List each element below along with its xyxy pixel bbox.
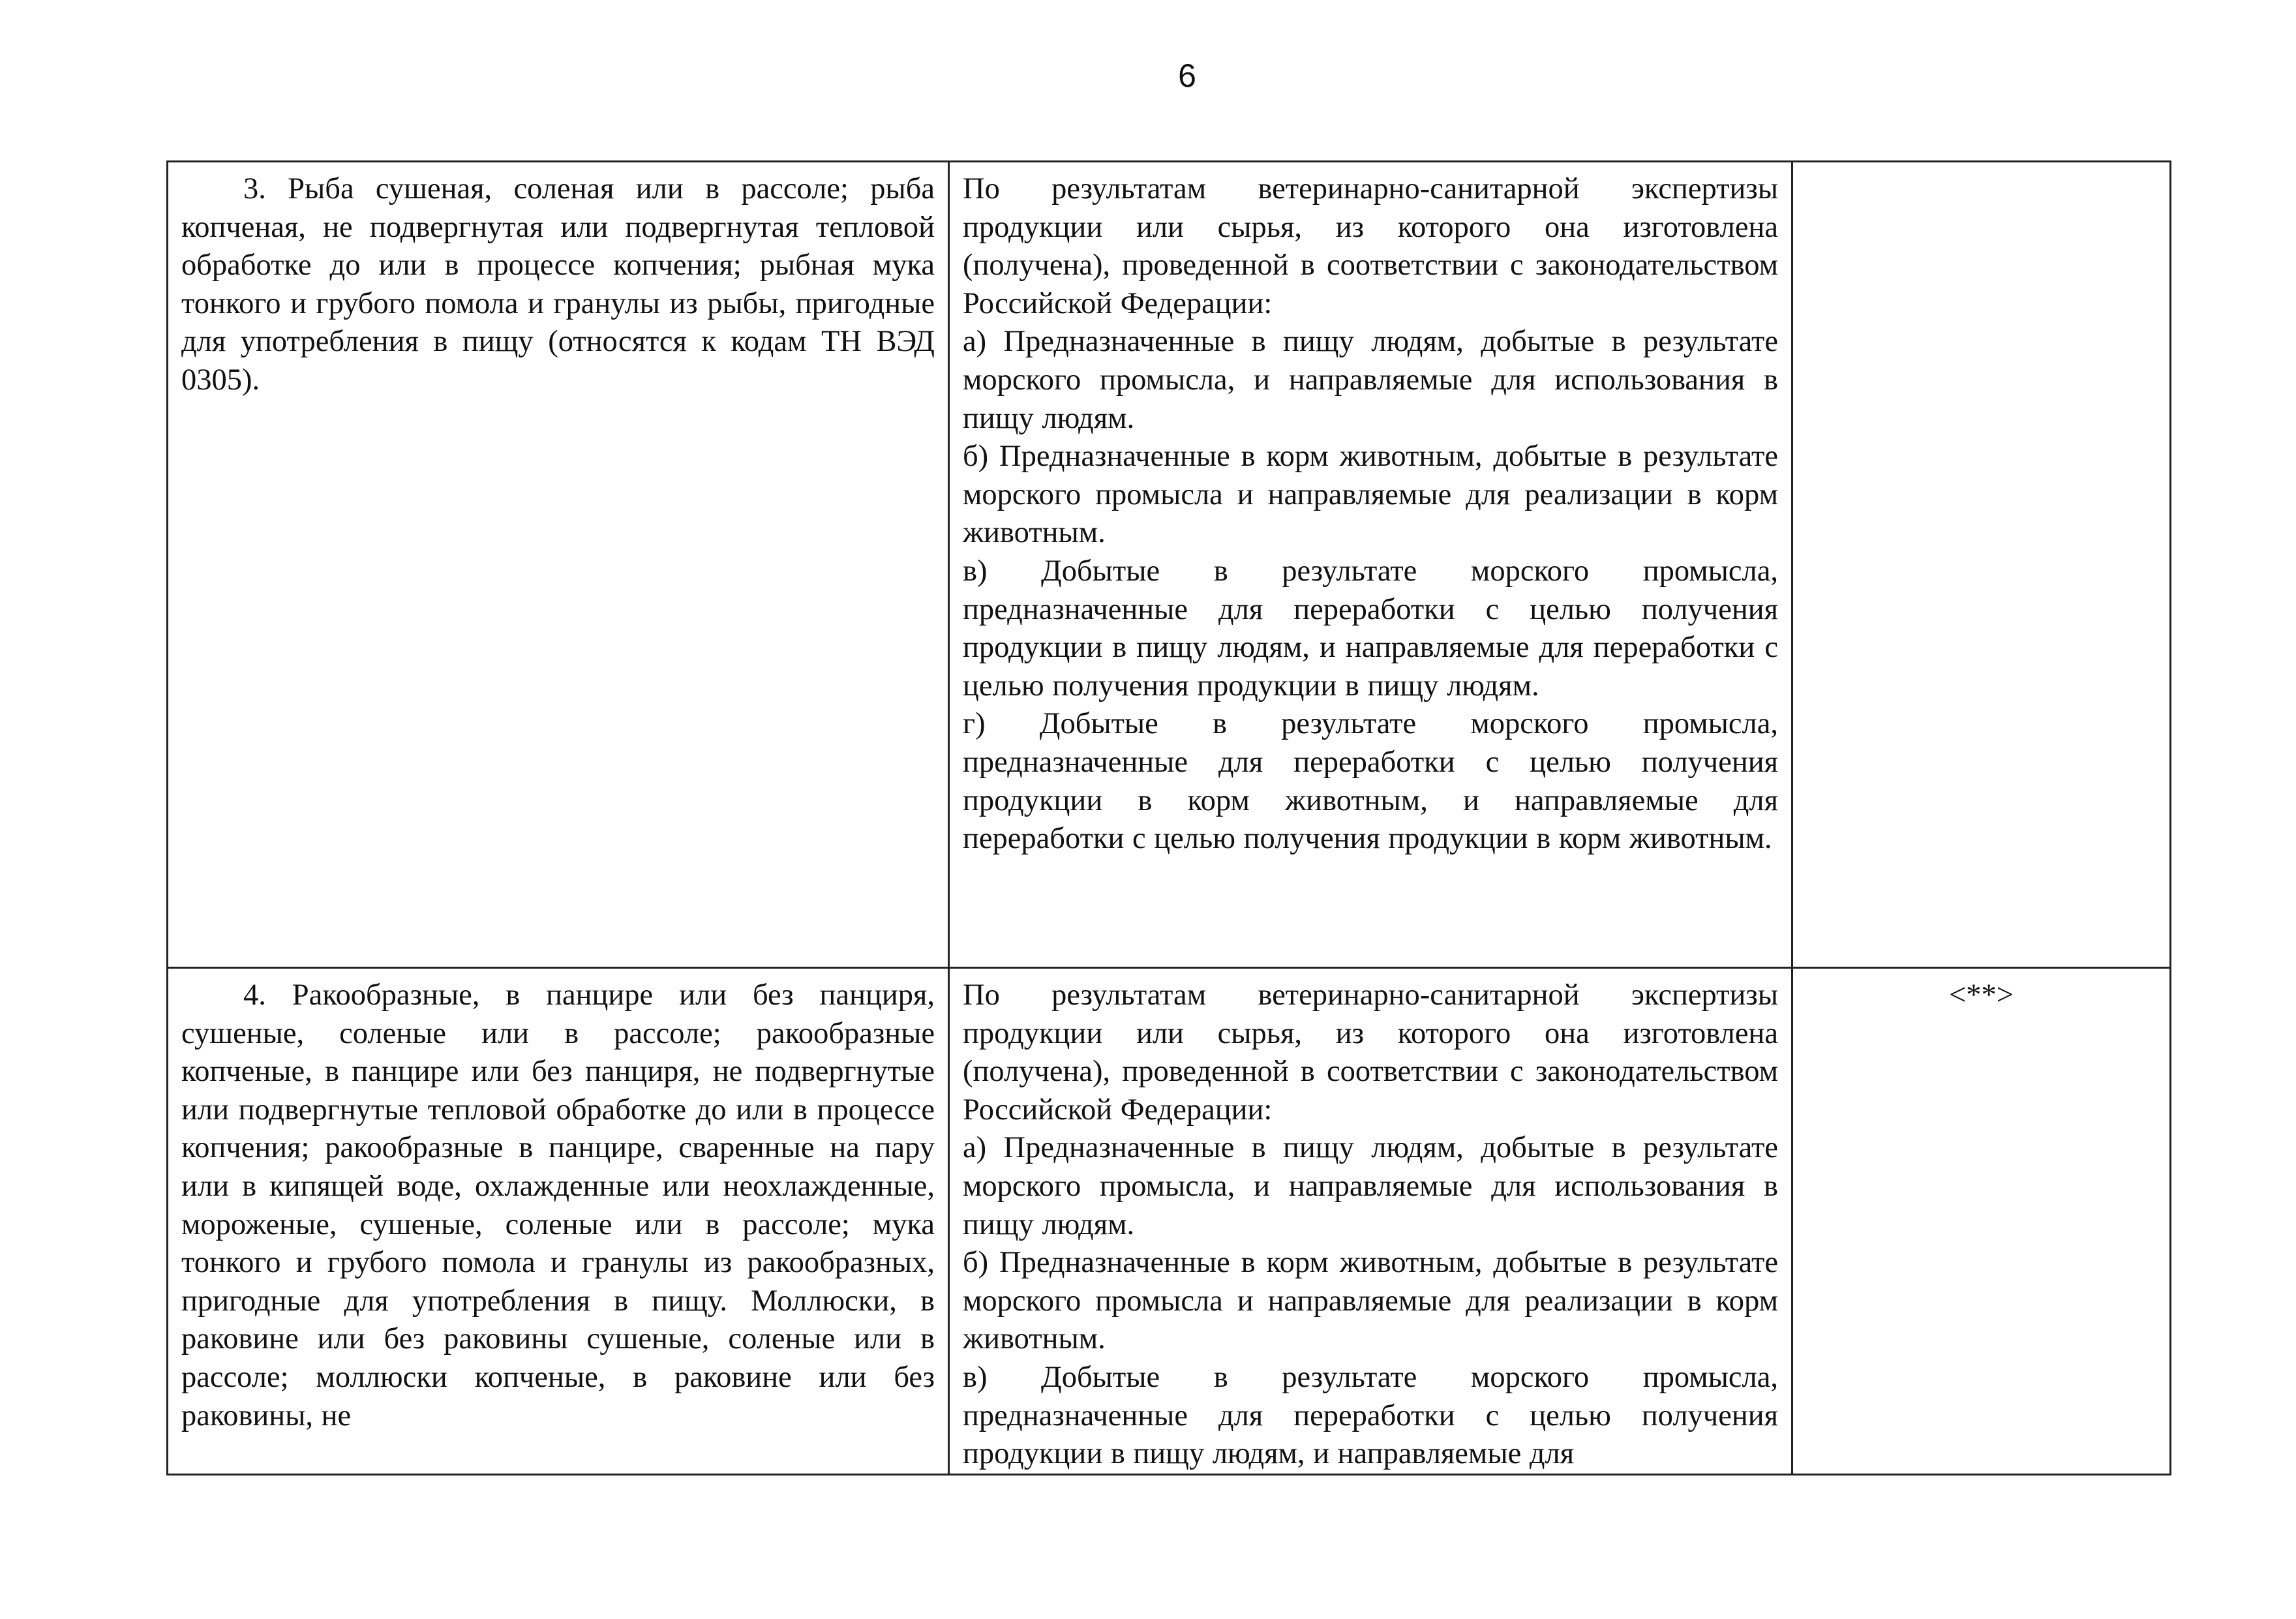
condition-item-v: в) Добытые в результате морского промысла, предназначенные для переработки с целью получения продукции в пищу людям, и направляемые для переработки с целью получения продукции в пищу людям. [963,554,1778,703]
condition-item-a: а) Предназначенные в пищу людям, добытые в результате морского промысла, и направляемые для использования в пищу людям. [963,325,1778,435]
regulation-table [166,160,2171,1475]
condition-item-g: г) Добытые в результате морского промысла, предназначенные для переработки с целью получения продукции в корм животным, и направляемые для переработки с целью получения продукции в корм животным. [963,707,1778,856]
conditions-intro: По результатам ветеринарно-санитарной экспертизы продукции или сырья, из которого она изготовлена (получена), проведенной в соответствии с законодательством Российской Федерации: [963,172,1778,320]
note-cell [1792,968,2171,1475]
condition-item-v: в) Добытые в результате морского промысла, предназначенные для переработки с целью получения продукции в пищу людям, и направляемые для [963,1360,1778,1471]
note-cell [1792,162,2171,968]
conditions-cell [949,968,1792,1475]
product-description: 3. Рыба сушеная, соленая или в рассоле; рыба копченая, не подвергнутая или подвергнутая тепловой обработке до или в процессе копчения; рыбная мука тонкого и грубого помола и гранулы из рыбы, пригодные для употребления в пищу (относятся к кодам ТН ВЭД 0305). [181,172,935,397]
product-description: 4. Ракообразные, в панцире или без панциря, сушеные, соленые или в рассоле; ракообразные копченые, в панцире или без панциря, не подвергнутые или подвергнутые тепловой обработке до или в процессе копчения; ракообразные в панцире, сваренные на пару или в кипящей воде, охлажденные или неохлажденные, мороженые, сушеные, соленые или в рассоле; мука тонкого и грубого помола и гранулы из ракообразных, пригодные для употребления в пищу. Моллюски, в раковине или без раковины сушеные, соленые или в рассоле; моллюски копченые, в раковине или без раковины, не [181,978,935,1432]
conditions-cell [949,162,1792,968]
product-cell [168,968,949,1475]
conditions-intro: По результатам ветеринарно-санитарной экспертизы продукции или сырья, из которого она изготовлена (получена), проведенной в соответствии с законодательством Российской Федерации: [963,978,1778,1127]
product-cell [168,162,949,968]
note-text: <**> [1949,978,2014,1012]
condition-item-b: б) Предназначенные в корм животным, добытые в результате морского промысла и направляемые для реализации в корм животным. [963,1246,1778,1356]
table-row [168,162,2171,968]
table-row [168,968,2171,1475]
condition-item-a: а) Предназначенные в пищу людям, добытые в результате морского промысла, и направляемые для использования в пищу людям. [963,1131,1778,1241]
page-number: 6 [1178,57,1196,94]
condition-item-b: б) Предназначенные в корм животным, добытые в результате морского промысла и направляемые для реализации в корм животным. [963,440,1778,550]
